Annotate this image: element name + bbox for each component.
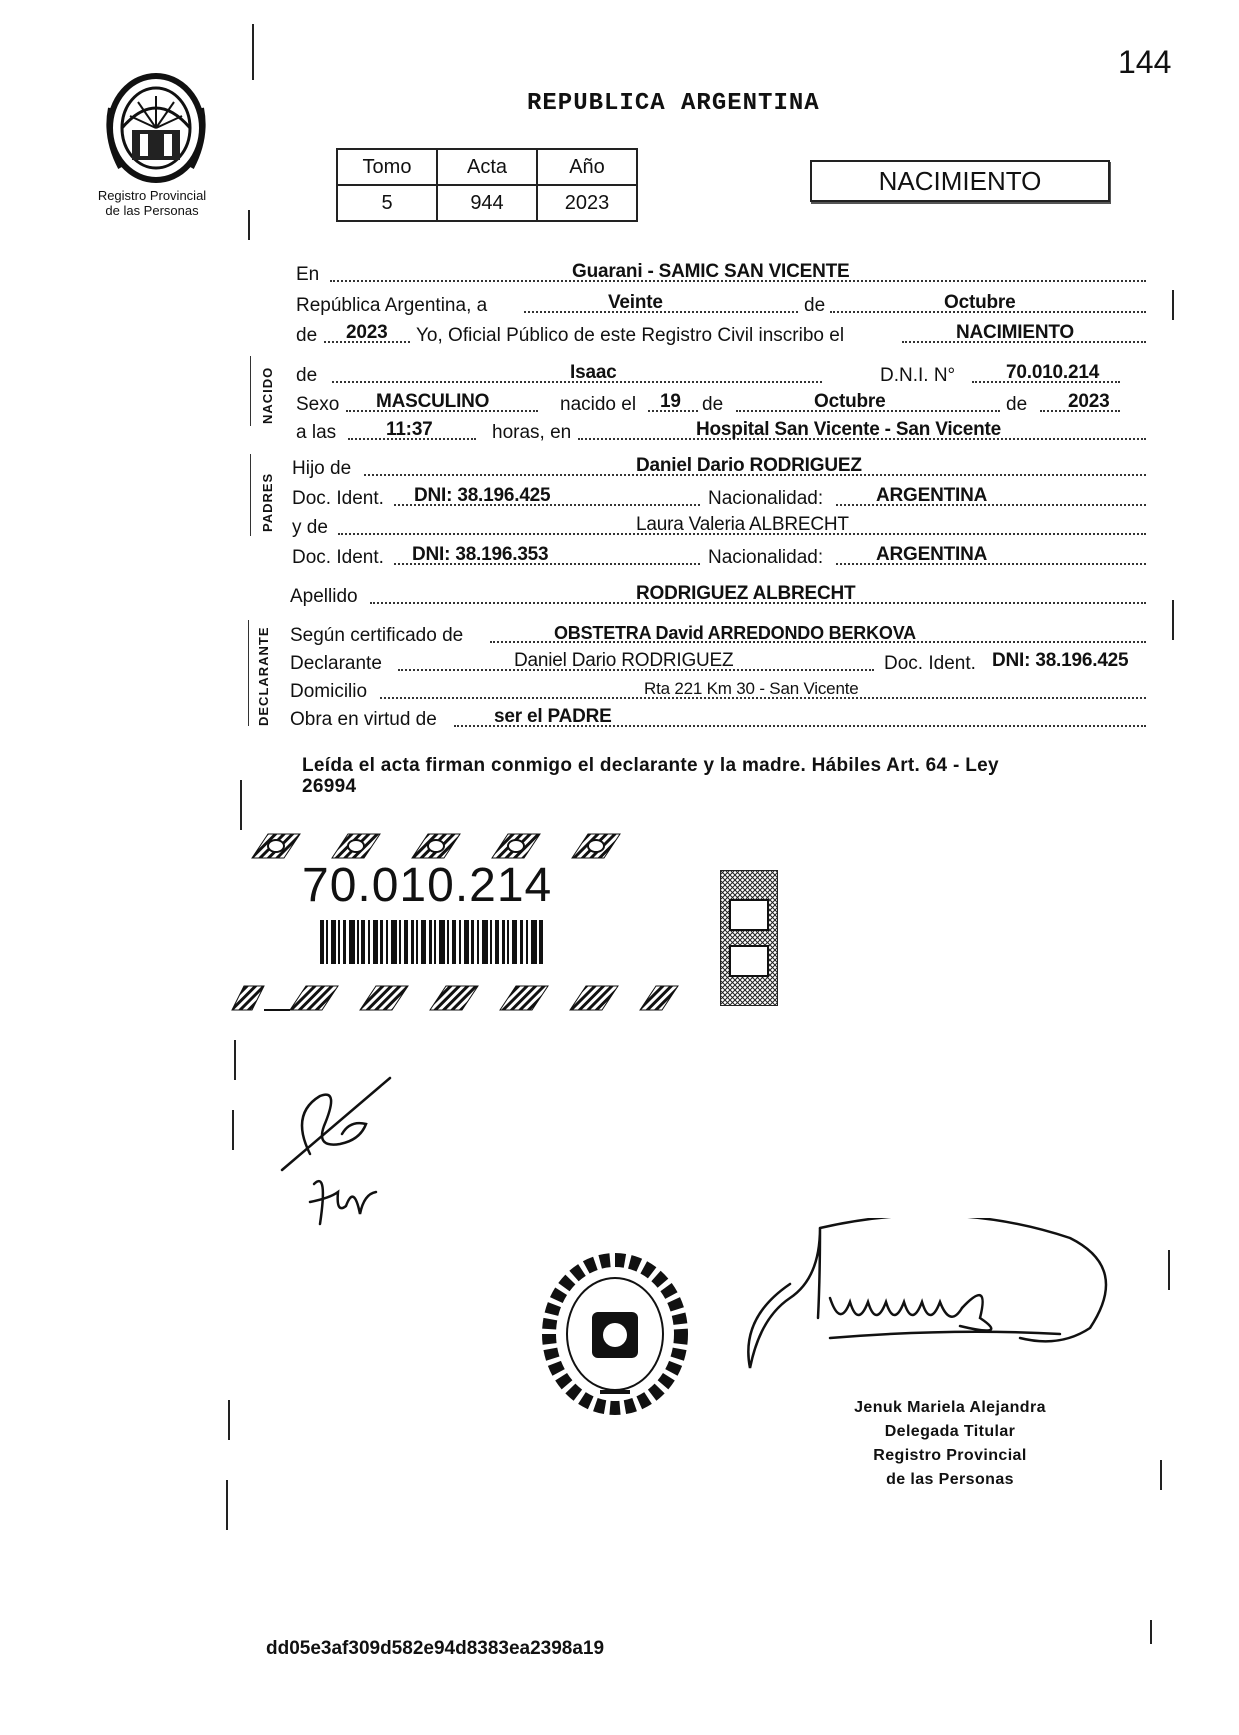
field-value: Daniel Dario RODRIGUEZ xyxy=(514,650,734,671)
field-label: Yo, Oficial Público de este Registro Civil inscribo el xyxy=(416,325,845,346)
field-value: Isaac xyxy=(570,362,617,383)
field-row-declarante xyxy=(290,651,1156,677)
signatory-org: Registro Provincial xyxy=(873,1447,1027,1464)
field-value: RODRIGUEZ ALBRECHT xyxy=(636,583,856,604)
field-label: a las xyxy=(296,422,337,443)
margin-line xyxy=(1150,1620,1152,1644)
field-value: Daniel Dario RODRIGUEZ xyxy=(636,455,862,476)
field-value: 70.010.214 xyxy=(1006,362,1100,383)
field-value: 2023 xyxy=(1068,391,1110,412)
section-divider xyxy=(250,356,251,426)
field-label: Nacionalidad: xyxy=(708,488,824,509)
record-reference-table xyxy=(336,148,638,222)
field-row-apellido xyxy=(290,584,1156,610)
margin-line xyxy=(248,210,250,240)
field-value: OBSTETRA David ARREDONDO BERKOVA xyxy=(554,623,916,643)
field-label: En xyxy=(296,264,320,285)
security-band-icon xyxy=(250,832,660,860)
margin-line xyxy=(1160,1460,1162,1490)
field-label: horas, en xyxy=(492,422,572,443)
record-type-box: NACIMIENTO xyxy=(810,160,1110,202)
field-label: Doc. Ident. xyxy=(884,653,976,674)
field-label: Doc. Ident. xyxy=(292,547,384,568)
declarant-signature-icon xyxy=(280,1074,410,1230)
field-row-fecha xyxy=(296,293,1156,319)
field-value: DNI: 38.196.353 xyxy=(412,544,549,565)
field-label: Nacionalidad: xyxy=(708,547,824,568)
field-label: Hijo de xyxy=(292,458,352,479)
agency-line: de las Personas xyxy=(105,203,199,218)
field-row-certificado xyxy=(290,623,1156,649)
signatory-name: Jenuk Mariela Alejandra xyxy=(854,1399,1046,1416)
ref-header: Acta xyxy=(437,149,537,185)
field-label: Según certificado de xyxy=(290,625,464,646)
notice-line: 26994 xyxy=(302,776,357,797)
document-title: REPUBLICA ARGENTINA xyxy=(527,90,820,117)
field-value: Laura Valeria ALBRECHT xyxy=(636,514,849,535)
field-value: ARGENTINA xyxy=(876,544,988,565)
margin-line xyxy=(1168,1250,1170,1290)
field-row-doc-madre xyxy=(292,545,1156,571)
field-row-inscribe xyxy=(296,323,1156,349)
security-stamp-icon xyxy=(720,870,778,1006)
field-value: ser el PADRE xyxy=(494,706,612,727)
agency-line: Registro Provincial xyxy=(97,188,207,203)
field-row-nombre xyxy=(296,363,1156,389)
section-label-declarante: DECLARANTE xyxy=(256,626,271,726)
field-label: Sexo xyxy=(296,394,340,415)
field-value: Octubre xyxy=(814,391,886,412)
field-value: Octubre xyxy=(944,292,1016,313)
ref-value: 944 xyxy=(437,185,537,221)
security-band-icon xyxy=(230,984,680,1012)
section-divider xyxy=(248,620,249,726)
field-value: DNI: 38.196.425 xyxy=(992,650,1129,671)
field-value: 11:37 xyxy=(386,419,433,440)
ref-value: 5 xyxy=(337,185,437,221)
id-number: 70.010.214 xyxy=(302,859,553,912)
official-seal-icon xyxy=(540,1252,690,1416)
margin-line xyxy=(232,1110,234,1150)
field-value: Hospital San Vicente - San Vicente xyxy=(696,419,1002,440)
field-label: D.N.I. N° xyxy=(880,365,956,386)
field-row-obra xyxy=(290,707,1156,733)
field-label: Domicilio xyxy=(290,681,368,702)
margin-line xyxy=(240,780,242,830)
ref-value: 2023 xyxy=(537,185,637,221)
field-value: ARGENTINA xyxy=(876,485,988,506)
ref-header: Tomo xyxy=(337,149,437,185)
field-label: nacido el xyxy=(560,394,637,415)
field-row-padre xyxy=(292,456,1156,482)
field-label: de xyxy=(296,325,318,346)
margin-line xyxy=(252,24,254,80)
field-row-hora xyxy=(296,420,1156,446)
field-value: 19 xyxy=(660,391,681,412)
registrar-signature-icon xyxy=(730,1218,1130,1378)
field-label: de xyxy=(296,365,318,386)
agency-name xyxy=(82,188,222,218)
field-label: Doc. Ident. xyxy=(292,488,384,509)
field-value: 2023 xyxy=(346,322,388,343)
field-value: Guarani - SAMIC SAN VICENTE xyxy=(572,261,850,282)
margin-line xyxy=(228,1400,230,1440)
section-label-nacido: NACIDO xyxy=(260,366,275,424)
barcode-icon xyxy=(320,920,544,964)
field-label: de xyxy=(702,394,724,415)
margin-line xyxy=(234,1040,236,1080)
field-label: Apellido xyxy=(290,586,358,607)
section-label-padres: PADRES xyxy=(260,472,275,532)
ref-header: Año xyxy=(537,149,637,185)
field-value: MASCULINO xyxy=(376,391,490,412)
notice-line: Leída el acta firman conmigo el declarante y la madre. Hábiles Art. 64 - Ley xyxy=(302,755,999,776)
field-row-sexo xyxy=(296,392,1156,418)
signatory-org: de las Personas xyxy=(886,1471,1014,1488)
field-label: y de xyxy=(292,517,328,538)
provincial-seal-icon xyxy=(100,68,212,188)
margin-line xyxy=(1172,600,1174,640)
field-label: República Argentina, a xyxy=(296,295,488,316)
field-label: Declarante xyxy=(290,653,382,674)
signatory-block xyxy=(820,1396,1080,1492)
field-row-madre xyxy=(292,515,1156,541)
field-value: Rta 221 Km 30 - San Vicente xyxy=(644,679,859,698)
document-hash: dd05e3af309d582e94d8383ea2398a19 xyxy=(266,1638,605,1659)
field-label: Obra en virtud de xyxy=(290,709,437,730)
margin-line xyxy=(1172,290,1174,320)
field-row-domicilio xyxy=(290,679,1156,705)
field-value: NACIMIENTO xyxy=(956,322,1074,343)
page-number: 144 xyxy=(1118,44,1172,80)
field-value: Veinte xyxy=(608,292,663,313)
margin-line xyxy=(226,1480,228,1530)
field-row-doc-padre xyxy=(292,486,1156,512)
legal-notice xyxy=(302,755,1132,797)
field-label: de xyxy=(804,295,826,316)
field-value: DNI: 38.196.425 xyxy=(414,485,551,506)
section-divider xyxy=(250,454,251,536)
signatory-role: Delegada Titular xyxy=(884,1423,1016,1440)
field-row-en xyxy=(296,262,1156,288)
field-label: de xyxy=(1006,394,1028,415)
